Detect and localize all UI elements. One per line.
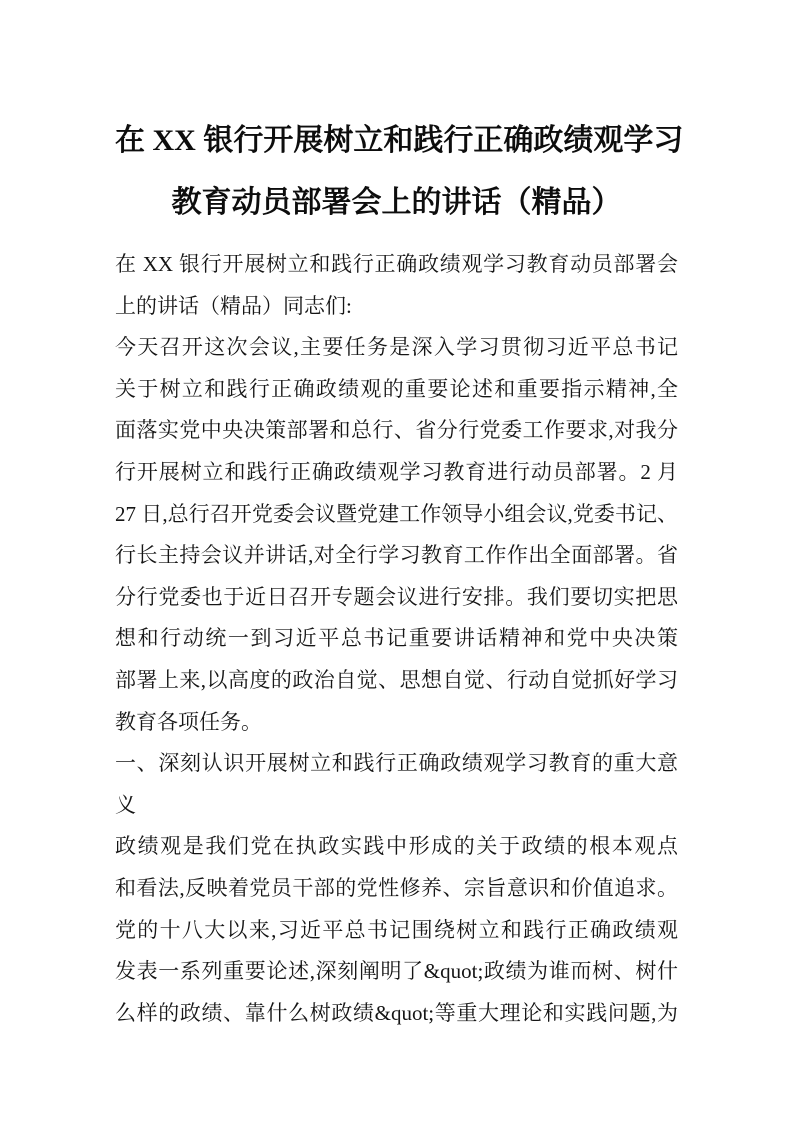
text-line: 关于树立和践行正确政绩观的重要论述和重要指示精神,全 xyxy=(115,376,678,401)
text-line: 和看法,反映着党员干部的党性修养、宗旨意识和价值追求。 xyxy=(115,875,678,900)
text-line: 行长主持会议并讲话,对全行学习教育工作作出全面部署。省 xyxy=(115,543,678,568)
text-line: 上的讲话（精品）同志们: xyxy=(115,293,352,318)
document-title xyxy=(115,110,684,234)
paragraph xyxy=(115,327,678,743)
text-line: 党的十八大以来,习近平总书记围绕树立和践行正确政绩观 xyxy=(115,917,678,942)
text-line: 部署上来,以高度的政治自觉、思想自觉、行动自觉抓好学习 xyxy=(115,667,678,692)
document-title-line-2: 教育动员部署会上的讲话（精品） xyxy=(171,186,622,219)
text-line: 分行党委也于近日召开专题会议进行安排。我们要切实把思 xyxy=(115,584,678,609)
paragraph xyxy=(115,826,678,1034)
text-line: 教育各项任务。 xyxy=(115,709,262,734)
text-line: 么样的政绩、靠什么树政绩&quot;等重大理论和实践问题,为 xyxy=(115,1000,678,1025)
document-title-line-1: 在 XX 银行开展树立和践行正确政绩观学习 xyxy=(115,124,684,157)
text-line: 义 xyxy=(115,792,136,817)
text-line: 发表一系列重要论述,深刻阐明了&quot;政绩为谁而树、树什 xyxy=(115,959,678,984)
text-line: 27 日,总行召开党委会议暨党建工作领导小组会议,党委书记、 xyxy=(115,501,678,526)
paragraph xyxy=(115,244,678,327)
text-line: 政绩观是我们党在执政实践中形成的关于政绩的根本观点 xyxy=(115,834,678,859)
text-line: 面落实党中央决策部署和总行、省分行党委工作要求,对我分 xyxy=(115,418,678,443)
text-line: 今天召开这次会议,主要任务是深入学习贯彻习近平总书记 xyxy=(115,335,678,360)
text-line: 想和行动统一到习近平总书记重要讲话精神和党中央决策 xyxy=(115,626,678,651)
text-line: 行开展树立和践行正确政绩观学习教育进行动员部署。2 月 xyxy=(115,459,678,484)
text-line: 一、深刻认识开展树立和践行正确政绩观学习教育的重大意 xyxy=(115,751,678,776)
text-line: 在 XX 银行开展树立和践行正确政绩观学习教育动员部署会 xyxy=(115,252,678,276)
paragraph xyxy=(115,743,678,826)
document-body xyxy=(115,244,678,1034)
